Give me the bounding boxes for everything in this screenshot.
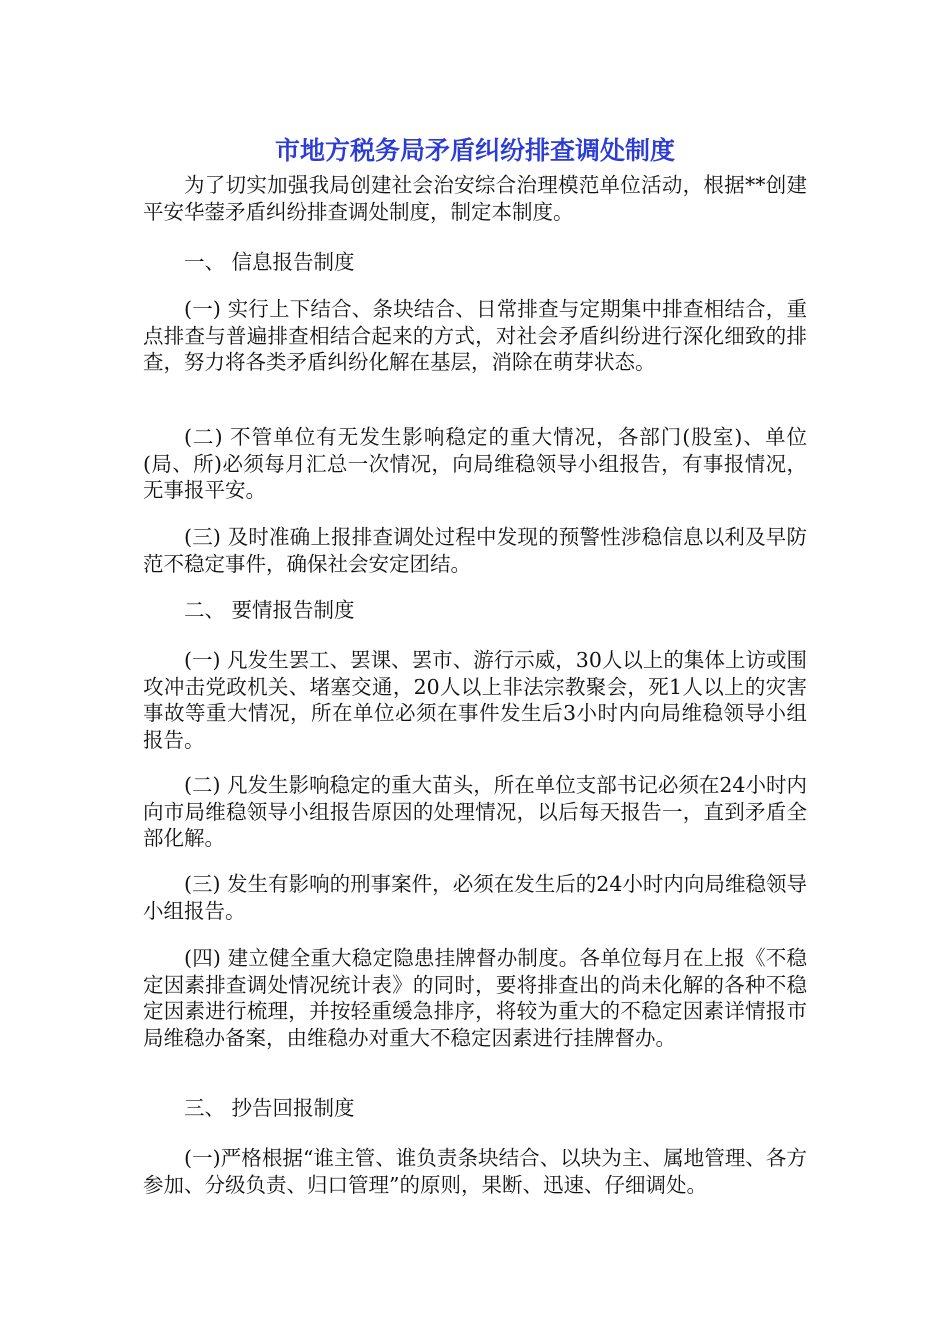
section-3-paragraph-1-block (143, 1145, 807, 1198)
section-heading: 二、 要情报告制度 (184, 598, 355, 622)
section-paragraph: (四) 建立健全重大稳定隐患挂牌督办制度。各单位每月在上报《不稳定因素排查调处情况统计表》的同时，要将排查出的尚未化解的各种不稳定因素进行梳理，并按轻重缓急排序，将较为重大的不稳定因素详情报市局维稳办备案，由维稳办对重大不稳定因素进行挂牌督办。 (143, 946, 807, 1050)
section-2-paragraph-2-block (143, 772, 807, 852)
section-paragraph: (一)严格根据“谁主管、谁负责条块结合、以块为主、属地管理、各方参加、分级负责、归口管理”的原则，果断、迅速、仔细调处。 (143, 1146, 807, 1197)
section-1-heading-block (143, 249, 807, 276)
section-heading: 三、 抄告回报制度 (184, 1096, 355, 1120)
section-paragraph: (一) 实行上下结合、条块结合、日常排查与定期集中排查相结合，重点排查与普遍排查相结合起来的方式，对社会矛盾纠纷进行深化细致的排查，努力将各类矛盾纠纷化解在基层，消除在萌芽状态。 (143, 297, 807, 374)
intro-block (143, 172, 807, 225)
section-paragraph: (二) 不管单位有无发生影响稳定的重大情况，各部门(股室)、单位(局、所)必须每月汇总一次情况，向局维稳领导小组报告，有事报情况，无事报平安。 (143, 425, 807, 502)
section-paragraph: (三) 及时准确上报排查调处过程中发现的预警性涉稳信息以利及早防范不稳定事件，确保社会安定团结。 (143, 525, 807, 576)
section-2-paragraph-4-block (143, 945, 807, 1051)
section-1-paragraph-3-block (143, 524, 807, 577)
document-title: 市地方税务局矛盾纠纷排查调处制度 (274, 136, 675, 165)
section-paragraph: (二) 凡发生影响稳定的重大苗头，所在单位支部书记必须在24小时内向市局维稳领导小组报告原因的处理情况，以后每天报告一，直到矛盾全部化解。 (143, 773, 807, 850)
section-paragraph: (一) 凡发生罢工、罢课、罢市、游行示威，30人以上的集体上访或围攻冲击党政机关、堵塞交通，20人以上非法宗教聚会，死1人以上的灾害事故等重大情况，所在单位必须在事件发生后3小时内向局维稳领导小组报告。 (143, 648, 807, 752)
intro-paragraph: 为了切实加强我局创建社会治安综合治理模范单位活动，根据**创建平安华蓥矛盾纠纷排查调处制度，制定本制度。 (143, 173, 807, 224)
section-1-paragraph-2-block (143, 424, 807, 504)
section-heading: 一、 信息报告制度 (184, 250, 355, 274)
section-2-heading-block (143, 597, 807, 624)
section-2-paragraph-3-block (143, 871, 807, 924)
section-3-heading-block (143, 1095, 807, 1122)
section-1-paragraph-1-block (143, 296, 807, 376)
section-paragraph: (三) 发生有影响的刑事案件，必须在发生后的24小时内向局维稳领导小组报告。 (143, 872, 807, 923)
section-2-paragraph-1-block (143, 647, 807, 753)
